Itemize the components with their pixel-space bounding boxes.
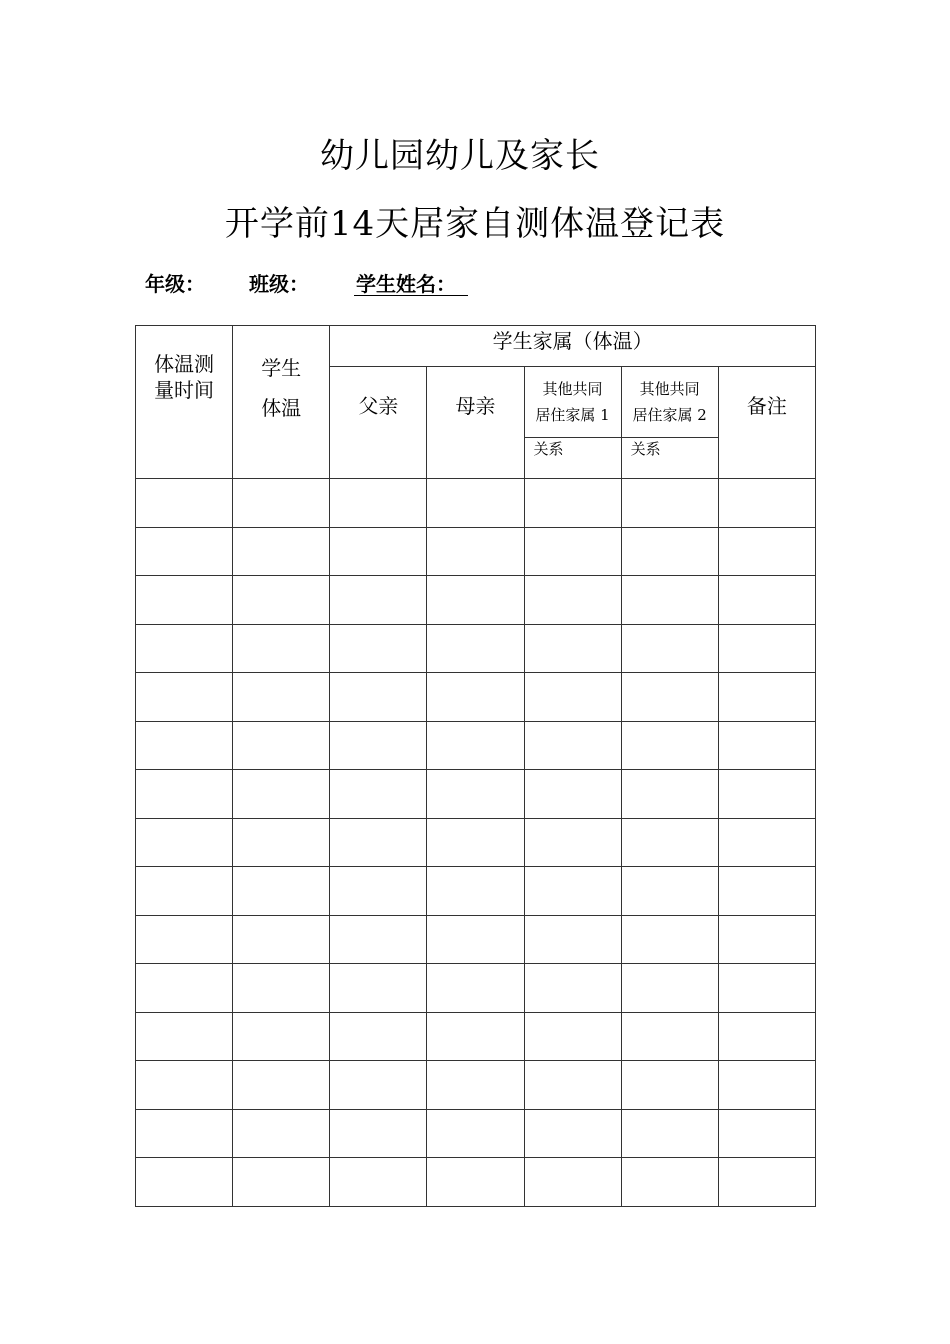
table-row — [136, 624, 816, 673]
table-cell — [427, 721, 524, 770]
table-cell — [524, 818, 621, 867]
table-cell — [524, 576, 621, 625]
table-cell — [427, 1061, 524, 1110]
table-cell — [233, 1109, 330, 1158]
table-cell — [718, 1109, 815, 1158]
table-cell — [621, 721, 718, 770]
document-title-line2: 开学前14天居家自测体温登记表 — [224, 204, 726, 244]
header-relation-2: 关系 — [621, 438, 718, 479]
table-row — [136, 527, 816, 576]
table-row — [136, 1061, 816, 1110]
table-cell — [524, 479, 621, 528]
header-measure-time-line1: 体温测 — [154, 352, 215, 376]
table-cell — [718, 721, 815, 770]
table-cell — [718, 964, 815, 1013]
table-row — [136, 964, 816, 1013]
table-cell — [621, 964, 718, 1013]
table-cell — [621, 915, 718, 964]
table-row — [136, 673, 816, 722]
grade-label: 年级： — [145, 272, 205, 296]
table-cell — [233, 770, 330, 819]
table-cell — [427, 1012, 524, 1061]
table-cell — [427, 867, 524, 916]
table-cell — [718, 1012, 815, 1061]
table-cell — [233, 479, 330, 528]
table-cell — [330, 527, 427, 576]
table-row — [136, 867, 816, 916]
table-cell — [330, 576, 427, 625]
table-cell — [427, 479, 524, 528]
table-row — [136, 1012, 816, 1061]
temperature-register-table — [135, 325, 816, 1207]
header-remarks: 备注 — [718, 367, 815, 479]
table-cell — [330, 479, 427, 528]
header-other2-line2: 居住家属 2 — [632, 406, 707, 424]
table-cell — [136, 867, 233, 916]
table-row — [136, 915, 816, 964]
table-cell — [330, 673, 427, 722]
table-cell — [233, 867, 330, 916]
table-row — [136, 770, 816, 819]
table-cell — [524, 915, 621, 964]
table-cell — [427, 673, 524, 722]
class-label: 班级： — [249, 272, 309, 296]
table-cell — [136, 673, 233, 722]
table-cell — [524, 527, 621, 576]
table-cell — [330, 1109, 427, 1158]
table-row — [136, 1109, 816, 1158]
table-cell — [718, 624, 815, 673]
table-cell — [427, 576, 524, 625]
table-cell — [330, 915, 427, 964]
table-cell — [621, 1109, 718, 1158]
table-cell — [136, 1109, 233, 1158]
table-cell — [233, 721, 330, 770]
table-cell — [427, 1109, 524, 1158]
header-mother: 母亲 — [427, 367, 524, 479]
header-measure-time-line2: 量时间 — [154, 378, 215, 402]
table-cell — [718, 576, 815, 625]
table-cell — [136, 1012, 233, 1061]
table-cell — [621, 1061, 718, 1110]
table-cell — [136, 1061, 233, 1110]
table-row — [136, 1158, 816, 1207]
document-title-line1: 幼儿园幼儿及家长 — [320, 136, 600, 176]
table-cell — [718, 818, 815, 867]
table-cell — [136, 479, 233, 528]
header-other2-line1: 其他共同 — [639, 379, 700, 398]
table-cell — [136, 624, 233, 673]
header-measure-time — [136, 326, 233, 479]
table-cell — [330, 818, 427, 867]
table-cell — [233, 818, 330, 867]
table-cell — [524, 624, 621, 673]
table-cell — [621, 673, 718, 722]
table-row — [136, 576, 816, 625]
table-cell — [233, 964, 330, 1013]
table-cell — [136, 721, 233, 770]
table-cell — [524, 867, 621, 916]
table-cell — [718, 770, 815, 819]
header-other-family-2 — [621, 367, 718, 438]
table-cell — [524, 673, 621, 722]
table-cell — [524, 964, 621, 1013]
table-cell — [136, 818, 233, 867]
table-cell — [330, 1158, 427, 1207]
header-student-temp-line2: 体温 — [261, 396, 302, 420]
table-cell — [427, 1158, 524, 1207]
header-student-temp-line1: 学生 — [261, 356, 302, 380]
table-cell — [621, 867, 718, 916]
table-cell — [621, 818, 718, 867]
table-cell — [427, 915, 524, 964]
table-cell — [330, 721, 427, 770]
student-name-label: 学生姓名： — [356, 272, 456, 296]
table-cell — [621, 1012, 718, 1061]
header-student-temp — [233, 326, 330, 479]
table-cell — [330, 964, 427, 1013]
table-cell — [136, 964, 233, 1013]
table-cell — [427, 964, 524, 1013]
header-other1-line2: 居住家属 1 — [535, 406, 610, 424]
table-cell — [136, 576, 233, 625]
header-relation-1: 关系 — [524, 438, 621, 479]
table-cell — [524, 1012, 621, 1061]
header-other-family-1 — [524, 367, 621, 438]
table-cell — [233, 673, 330, 722]
table-cell — [330, 1061, 427, 1110]
table-cell — [233, 527, 330, 576]
table-cell — [136, 770, 233, 819]
table-cell — [233, 624, 330, 673]
table-row — [136, 479, 816, 528]
table-cell — [427, 624, 524, 673]
table-cell — [621, 770, 718, 819]
table-cell — [718, 1158, 815, 1207]
table-cell — [718, 867, 815, 916]
table-cell — [524, 721, 621, 770]
student-name-underline — [354, 295, 468, 296]
table-cell — [718, 479, 815, 528]
table-row — [136, 721, 816, 770]
table-cell — [718, 527, 815, 576]
table-cell — [621, 479, 718, 528]
table-cell — [718, 915, 815, 964]
header-family-group: 学生家属（体温） — [330, 326, 816, 367]
table-cell — [524, 770, 621, 819]
table-cell — [524, 1109, 621, 1158]
table-cell — [330, 770, 427, 819]
table-cell — [524, 1061, 621, 1110]
table-cell — [233, 1061, 330, 1110]
table-cell — [621, 527, 718, 576]
table-cell — [427, 527, 524, 576]
table-cell — [136, 915, 233, 964]
table-cell — [621, 624, 718, 673]
table-cell — [621, 1158, 718, 1207]
table-cell — [524, 1158, 621, 1207]
table-cell — [330, 1012, 427, 1061]
table-cell — [136, 527, 233, 576]
table-cell — [233, 1012, 330, 1061]
table-cell — [621, 576, 718, 625]
table-cell — [233, 576, 330, 625]
table-cell — [330, 867, 427, 916]
table-cell — [718, 673, 815, 722]
table-cell — [427, 770, 524, 819]
table-cell — [330, 624, 427, 673]
header-father: 父亲 — [330, 367, 427, 479]
table-cell — [233, 1158, 330, 1207]
table-cell — [233, 915, 330, 964]
table-cell — [718, 1061, 815, 1110]
header-other1-line1: 其他共同 — [542, 379, 603, 398]
table-cell — [136, 1158, 233, 1207]
table-cell — [427, 818, 524, 867]
table-row — [136, 818, 816, 867]
